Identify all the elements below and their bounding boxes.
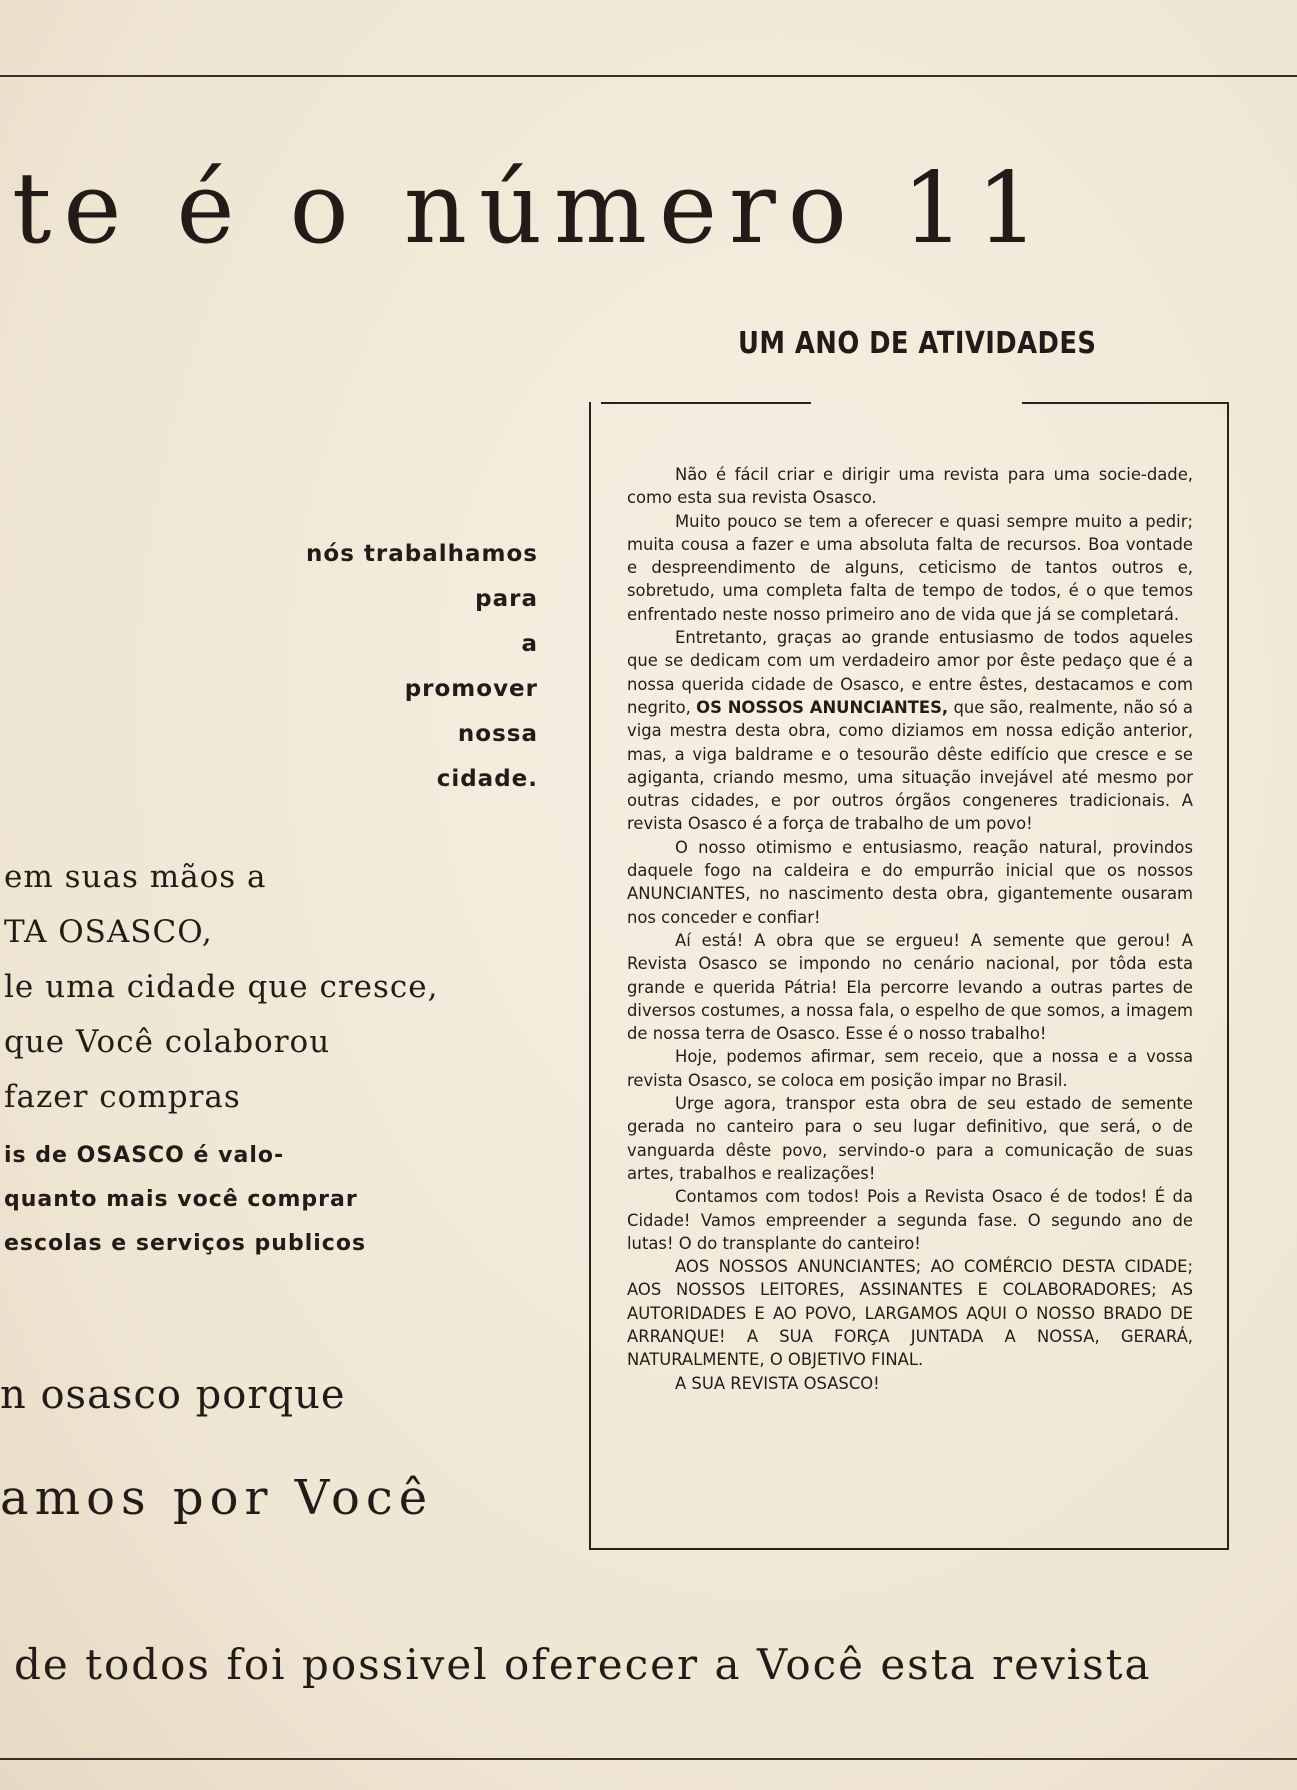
paragraph: Urge agora, transpor esta obra de seu estado de semente gerada no canteiro para o seu lugar definitivo, que será, o de vanguarda dêste povo, servindo-o para a comunicação de suas artes, trabalhos e realizações! — [627, 1094, 1193, 1183]
emphasis: OS NOSSOS ANUNCIANTES, — [696, 697, 949, 717]
top-rule — [0, 75, 1297, 77]
slogan-line: cidade. — [436, 766, 538, 792]
paragraph: Hoje, podemos afirmar, sem receio, que a nossa e a vossa revista Osasco, se coloca em posição impar no Brasil. — [627, 1047, 1193, 1090]
headline: te é o número 11 — [12, 152, 1051, 266]
slogan — [306, 532, 538, 802]
text-line: escolas e serviços publicos — [4, 1231, 367, 1256]
text-line: TA OSASCO, — [4, 914, 213, 950]
bottom-rule — [0, 1758, 1297, 1760]
box-title: UM ANO DE ATIVIDADES — [738, 326, 1097, 361]
text-line: fazer compras — [4, 1079, 241, 1115]
paragraph: A SUA REVISTA OSASCO! — [675, 1373, 880, 1393]
text-line: quanto mais você comprar — [4, 1187, 358, 1212]
large-line: amos por Você — [0, 1470, 434, 1526]
slogan-line: nossa — [457, 721, 538, 747]
large-line: n osasco porque — [0, 1372, 346, 1418]
paragraph: Contamos com todos! Pois a Revista Osaco é de todos! É da Cidade! Vamos empreender a segunda fase. O segundo ano de lutas! O do transplante do canteiro! — [627, 1187, 1193, 1253]
text-line: em suas mãos a — [4, 859, 267, 895]
slogan-line: a — [521, 631, 538, 657]
text-line: is de OSASCO é valo- — [4, 1143, 285, 1168]
paragraph: Muito pouco se tem a oferecer e quasi sempre muito a pedir; muita cousa a fazer e uma absoluta falta de recursos. Boa vontade e despreendimento de alguns, ceticismo de tantos outros e, sobretudo, uma completa falta de tempo de todos, é o que temos enfrentado neste nosso primeiro ano de vida que já se completará. — [627, 511, 1193, 624]
bold-text — [4, 1134, 366, 1266]
slogan-line: nós trabalhamos — [306, 541, 538, 567]
paragraph: Aí está! A obra que se ergueu! A semente que gerou! A Revista Osasco se impondo no cenário nacional, por tôda esta grande e querida Pátria! Ela percorre levando a outras partes de diversos costumes, a nossa fala, o espelho de que somos, a imagem de nossa terra de Osasco. Esse é o nosso trabalho! — [627, 930, 1193, 1044]
article-text — [627, 463, 1193, 1395]
text-line: le uma cidade que cresce, — [4, 969, 439, 1005]
paragraph: O nosso otimismo e entusiasmo, reação natural, provindos daquele fogo na caldeira e do empurrão inicial que os nossos ANUNCIANTES, no nascimento desta obra, gigantemente ousaram nos conceder e confiar! — [627, 837, 1193, 927]
slogan-line: para — [475, 586, 538, 612]
slogan-line: promover — [404, 676, 538, 702]
text-line: que Você colaborou — [4, 1024, 331, 1060]
paragraph: AOS NOSSOS ANUNCIANTES; AO COMÉRCIO DESTA CIDADE; AOS NOSSOS LEITORES, ASSINANTES E COLABORADORES; AS AUTORIDADES E AO POVO, LARGAMOS AQUI O NOSSO BRADO DE ARRANQUE! A SUA FORÇA JUNTADA A NOSSA, GERARÁ, NATURALMENTE, O OBJETIVO FINAL. — [627, 1257, 1193, 1370]
intro-text — [4, 850, 438, 1125]
paragraph: Entretanto, graças ao grande entusiasmo de todos aqueles que se dedicam com um verdadeiro amor por êste pedaço que é a nossa querida cidade de Osasco, e entre êstes, destacamos e com negrito, OS NOSSOS ANUNCIANTES, que são, realmente, não só a viga mestra desta obra, como diziamos em nossa edição anterior, mas, a viga baldrame e o tesourão dêste edifício que cresce e se agiganta, criando mesmo, uma situação invejável até mesmo por outras cidades, e por outros órgãos congeneres tradicionais. A revista Osasco é a força de trabalho de um povo! — [627, 628, 1193, 834]
footer-line: de todos foi possivel oferecer a Você esta revista — [14, 1640, 1152, 1689]
paragraph: Não é fácil criar e dirigir uma revista para uma socie-dade, como esta sua revista Osasco. — [627, 465, 1193, 508]
